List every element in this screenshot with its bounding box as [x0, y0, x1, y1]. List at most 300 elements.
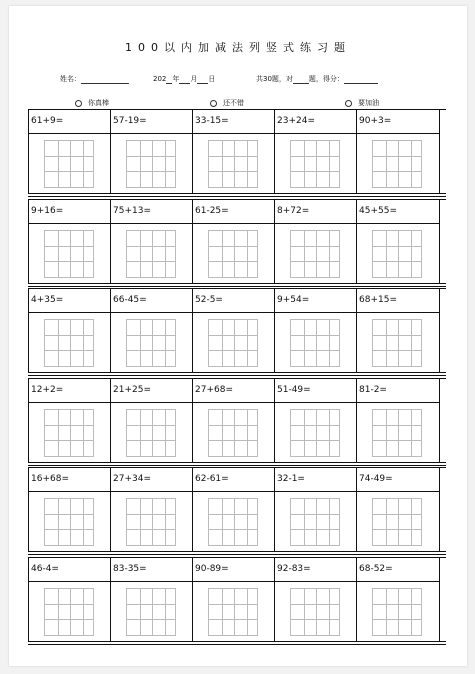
vertical-calc-grid[interactable] [372, 409, 422, 457]
equation-text: 33-15= [195, 116, 229, 126]
grid-line [234, 589, 235, 635]
grid-line [316, 499, 317, 545]
grid-line [222, 499, 223, 545]
row-rule [28, 193, 446, 194]
grid-line [45, 604, 93, 605]
grid-line [234, 499, 235, 545]
equation-text: 90-89= [195, 563, 229, 574]
grid-line [291, 335, 339, 336]
vertical-calc-grid[interactable] [126, 140, 176, 188]
problem-cell [192, 467, 275, 551]
row-rule [28, 286, 446, 287]
grid-line [140, 499, 141, 545]
vertical-calc-grid[interactable] [290, 140, 340, 188]
problem-row [28, 467, 446, 554]
rating-label: 要加油 [358, 99, 379, 107]
vertical-calc-grid[interactable] [44, 230, 94, 278]
grid-line [140, 589, 141, 635]
problem-cell [192, 557, 275, 641]
cell-divider [193, 402, 275, 403]
grid-line [152, 231, 153, 277]
cell-divider [275, 223, 357, 224]
vertical-calc-grid[interactable] [44, 498, 94, 546]
row-rule [28, 283, 446, 284]
grid-line [398, 410, 399, 456]
equation-text: 66-45= [113, 295, 147, 305]
grid-line [304, 499, 305, 545]
vertical-calc-grid[interactable] [44, 140, 94, 188]
grid-line [234, 410, 235, 456]
grid-line [58, 499, 59, 545]
date-field[interactable] [153, 74, 215, 84]
equation-text: 4+35= [31, 295, 64, 305]
equation-text: 52-5= [195, 295, 223, 305]
cell-divider [357, 402, 439, 403]
total-label: 共30题，对 [256, 75, 293, 83]
grid-line [209, 156, 257, 157]
vertical-calc-grid[interactable] [126, 588, 176, 636]
grid-line [209, 514, 257, 515]
grid-line [291, 171, 339, 172]
grid-line [70, 141, 71, 187]
problem-cell [274, 109, 357, 193]
grid-line [83, 589, 84, 635]
problem-row [28, 288, 446, 375]
problem-grid [28, 109, 446, 643]
problem-cell [356, 288, 440, 372]
row-rule [28, 462, 446, 463]
grid-line [411, 320, 412, 366]
grid-line [386, 141, 387, 187]
vertical-calc-grid[interactable] [290, 498, 340, 546]
grid-line [247, 141, 248, 187]
equation-text: 68+15= [359, 295, 397, 305]
problem-cell [274, 467, 357, 551]
cell-divider [111, 223, 193, 224]
grid-line [316, 589, 317, 635]
cell-divider [275, 402, 357, 403]
vertical-calc-grid[interactable] [290, 319, 340, 367]
grid-line [58, 141, 59, 187]
grid-line [70, 499, 71, 545]
grid-line [127, 514, 175, 515]
grid-line [304, 320, 305, 366]
circle-icon [345, 100, 352, 107]
problem-cell [28, 557, 111, 641]
grid-line [165, 231, 166, 277]
vertical-calc-grid[interactable] [126, 498, 176, 546]
grid-line [70, 589, 71, 635]
grid-line [45, 261, 93, 262]
grid-line [83, 141, 84, 187]
circle-icon [75, 100, 82, 107]
score-field[interactable] [256, 74, 378, 84]
cell-divider [357, 312, 439, 313]
problem-cell [274, 557, 357, 641]
worksheet-page [9, 6, 467, 666]
grid-line [83, 320, 84, 366]
cell-divider [111, 402, 193, 403]
grid-line [209, 440, 257, 441]
grid-line [234, 231, 235, 277]
grid-line [291, 440, 339, 441]
equation-text: 61+9= [31, 116, 64, 126]
equation-text: 92-83= [277, 563, 311, 574]
grid-line [329, 589, 330, 635]
problem-cell [110, 467, 193, 551]
grid-line [209, 350, 257, 351]
grid-line [127, 335, 175, 336]
cell-divider [275, 133, 357, 134]
grid-line [127, 156, 175, 157]
vertical-calc-grid[interactable] [208, 319, 258, 367]
grid-line [373, 171, 421, 172]
grid-line [398, 320, 399, 366]
equation-text: 45+55= [359, 205, 397, 216]
equation-text: 21+25= [113, 384, 151, 395]
equation-text: 74-49= [359, 474, 393, 484]
grid-line [411, 499, 412, 545]
grid-line [411, 231, 412, 277]
grid-line [127, 529, 175, 530]
cell-divider [29, 491, 111, 492]
vertical-calc-grid[interactable] [208, 588, 258, 636]
problem-cell [28, 109, 111, 193]
grid-line [291, 261, 339, 262]
cell-divider [193, 491, 275, 492]
grid-line [329, 499, 330, 545]
grid-line [58, 589, 59, 635]
grid-line [45, 619, 93, 620]
grid-line [411, 141, 412, 187]
grid-line [127, 171, 175, 172]
circle-icon [210, 100, 217, 107]
name-label: 姓名： [60, 75, 81, 83]
grid-line [329, 141, 330, 187]
problem-cell [110, 288, 193, 372]
cell-divider [111, 491, 193, 492]
vertical-calc-grid[interactable] [44, 588, 94, 636]
grid-line [140, 141, 141, 187]
grid-line [373, 350, 421, 351]
equation-text: 9+16= [31, 205, 64, 216]
problem-cell [110, 109, 193, 193]
grid-line [316, 320, 317, 366]
problem-cell [28, 288, 111, 372]
problem-cell [274, 288, 357, 372]
grid-line [45, 425, 93, 426]
problem-cell [356, 199, 440, 283]
worksheet-title: 100以内加减法列竖式练习题 [125, 41, 351, 54]
grid-line [247, 410, 248, 456]
grid-line [291, 604, 339, 605]
grid-line [234, 141, 235, 187]
grid-line [209, 246, 257, 247]
grid-line [165, 499, 166, 545]
grid-line [247, 231, 248, 277]
vertical-calc-grid[interactable] [208, 140, 258, 188]
row-rule [28, 465, 446, 466]
equation-text: 51-49= [277, 384, 311, 395]
cell-divider [29, 223, 111, 224]
grid-line [83, 410, 84, 456]
equation-text: 68-52= [359, 563, 393, 574]
vertical-calc-grid[interactable] [208, 230, 258, 278]
grid-line [329, 320, 330, 366]
vertical-calc-grid[interactable] [372, 498, 422, 546]
vertical-calc-grid[interactable] [126, 230, 176, 278]
grid-line [140, 320, 141, 366]
problem-cell [28, 467, 111, 551]
cell-divider [275, 491, 357, 492]
equation-text: 62-61= [195, 474, 229, 484]
year-unit: 年 [172, 75, 180, 83]
grid-line [222, 141, 223, 187]
vertical-calc-grid[interactable] [372, 319, 422, 367]
cell-divider [29, 312, 111, 313]
vertical-calc-grid[interactable] [290, 409, 340, 457]
cell-divider [357, 223, 439, 224]
problem-row [28, 109, 446, 196]
grid-line [373, 261, 421, 262]
rating-label: 你真棒 [88, 99, 109, 107]
grid-line [291, 514, 339, 515]
grid-line [222, 320, 223, 366]
grid-line [373, 440, 421, 441]
grid-line [316, 410, 317, 456]
grid-line [329, 231, 330, 277]
problem-row [28, 378, 446, 465]
cell-divider [111, 581, 193, 582]
cell-divider [357, 133, 439, 134]
equation-text: 46-4= [31, 563, 59, 574]
row-rule [28, 641, 446, 642]
problem-row [28, 557, 446, 644]
cell-divider [357, 491, 439, 492]
grid-line [247, 589, 248, 635]
grid-line [45, 171, 93, 172]
vertical-calc-grid[interactable] [126, 319, 176, 367]
grid-line [222, 231, 223, 277]
equation-text: 61-25= [195, 205, 229, 216]
rating-option-2[interactable] [210, 98, 244, 108]
problem-cell [192, 288, 275, 372]
equation-text: 32-1= [277, 474, 305, 484]
vertical-calc-grid[interactable] [44, 319, 94, 367]
name-field[interactable] [60, 74, 129, 84]
grid-line [304, 141, 305, 187]
grid-line [304, 410, 305, 456]
grid-line [386, 410, 387, 456]
grid-line [373, 246, 421, 247]
vertical-calc-grid[interactable] [208, 409, 258, 457]
cell-divider [29, 133, 111, 134]
cell-divider [275, 581, 357, 582]
rating-option-1[interactable] [75, 98, 109, 108]
grid-line [58, 320, 59, 366]
vertical-calc-grid[interactable] [126, 409, 176, 457]
equation-text: 12+2= [31, 384, 64, 395]
month-blank[interactable] [179, 75, 190, 84]
grid-line [127, 619, 175, 620]
grid-line [304, 231, 305, 277]
vertical-calc-grid[interactable] [44, 409, 94, 457]
grid-line [209, 529, 257, 530]
equation-text: 27+34= [113, 474, 151, 484]
grid-line [398, 589, 399, 635]
grid-line [398, 231, 399, 277]
equation-text: 23+24= [277, 116, 315, 126]
grid-line [373, 514, 421, 515]
cell-divider [29, 581, 111, 582]
grid-line [45, 440, 93, 441]
grid-line [291, 619, 339, 620]
grid-line [386, 231, 387, 277]
grid-line [329, 410, 330, 456]
vertical-calc-grid[interactable] [372, 230, 422, 278]
grid-line [222, 410, 223, 456]
grid-line [209, 171, 257, 172]
score-blank[interactable] [344, 75, 378, 84]
grid-line [209, 261, 257, 262]
vertical-calc-grid[interactable] [290, 588, 340, 636]
grid-line [411, 410, 412, 456]
grid-line [209, 425, 257, 426]
problem-cell [356, 109, 440, 193]
grid-line [70, 231, 71, 277]
grid-line [152, 589, 153, 635]
grid-line [152, 320, 153, 366]
grid-line [127, 440, 175, 441]
grid-line [127, 246, 175, 247]
grid-line [45, 514, 93, 515]
problem-cell [110, 199, 193, 283]
problem-cell [110, 557, 193, 641]
rating-option-3[interactable] [345, 98, 379, 108]
cell-divider [29, 402, 111, 403]
cell-divider [193, 133, 275, 134]
equation-text: 27+68= [195, 384, 233, 395]
grid-line [45, 246, 93, 247]
grid-line [291, 425, 339, 426]
correct-unit: 题，得分： [308, 75, 344, 83]
problem-cell [192, 378, 275, 462]
correct-blank[interactable] [293, 75, 309, 84]
grid-line [45, 529, 93, 530]
grid-line [222, 589, 223, 635]
grid-line [127, 604, 175, 605]
grid-line [291, 529, 339, 530]
grid-line [373, 156, 421, 157]
grid-line [70, 320, 71, 366]
vertical-calc-grid[interactable] [208, 498, 258, 546]
grid-line [140, 231, 141, 277]
grid-line [152, 499, 153, 545]
row-rule [28, 554, 446, 555]
grid-line [209, 604, 257, 605]
problem-cell [356, 378, 440, 462]
cell-divider [193, 581, 275, 582]
cell-divider [111, 312, 193, 313]
grid-line [127, 261, 175, 262]
cell-divider [111, 133, 193, 134]
problem-cell [356, 557, 440, 641]
grid-line [83, 231, 84, 277]
row-rule [28, 375, 446, 376]
grid-line [45, 335, 93, 336]
grid-line [152, 410, 153, 456]
grid-line [45, 156, 93, 157]
grid-line [127, 350, 175, 351]
problem-cell [274, 199, 357, 283]
problem-row [28, 199, 446, 286]
grid-line [234, 320, 235, 366]
grid-line [58, 231, 59, 277]
grid-line [316, 141, 317, 187]
grid-line [373, 425, 421, 426]
grid-line [58, 410, 59, 456]
cell-divider [357, 581, 439, 582]
grid-line [165, 320, 166, 366]
grid-line [373, 604, 421, 605]
row-rule [28, 196, 446, 197]
equation-text: 83-35= [113, 563, 147, 574]
grid-line [386, 499, 387, 545]
grid-line [165, 589, 166, 635]
problem-cell [274, 378, 357, 462]
row-rule [28, 551, 446, 552]
grid-line [304, 589, 305, 635]
cell-divider [193, 312, 275, 313]
rating-label: 还不错 [223, 99, 244, 107]
day-blank[interactable] [197, 75, 208, 84]
year-prefix: 202 [153, 75, 167, 83]
grid-line [152, 141, 153, 187]
day-unit: 日 [208, 75, 216, 83]
grid-line [165, 141, 166, 187]
vertical-calc-grid[interactable] [372, 140, 422, 188]
name-blank[interactable] [81, 75, 129, 84]
grid-line [70, 410, 71, 456]
equation-text: 90+3= [359, 116, 392, 126]
grid-line [411, 589, 412, 635]
cell-divider [275, 312, 357, 313]
grid-line [386, 320, 387, 366]
equation-text: 81-2= [359, 384, 387, 395]
row-rule [28, 372, 446, 373]
grid-line [83, 499, 84, 545]
grid-line [291, 156, 339, 157]
grid-line [291, 246, 339, 247]
grid-line [45, 350, 93, 351]
equation-text: 75+13= [113, 205, 151, 216]
grid-line [209, 619, 257, 620]
grid-line [398, 141, 399, 187]
grid-line [247, 499, 248, 545]
vertical-calc-grid[interactable] [372, 588, 422, 636]
equation-text: 57-19= [113, 116, 147, 126]
equation-text: 9+54= [277, 295, 310, 305]
problem-cell [28, 199, 111, 283]
row-rule [28, 644, 446, 645]
grid-line [386, 589, 387, 635]
problem-cell [28, 378, 111, 462]
grid-line [373, 529, 421, 530]
vertical-calc-grid[interactable] [290, 230, 340, 278]
equation-text: 16+68= [31, 474, 69, 484]
cell-divider [193, 223, 275, 224]
problem-cell [192, 109, 275, 193]
